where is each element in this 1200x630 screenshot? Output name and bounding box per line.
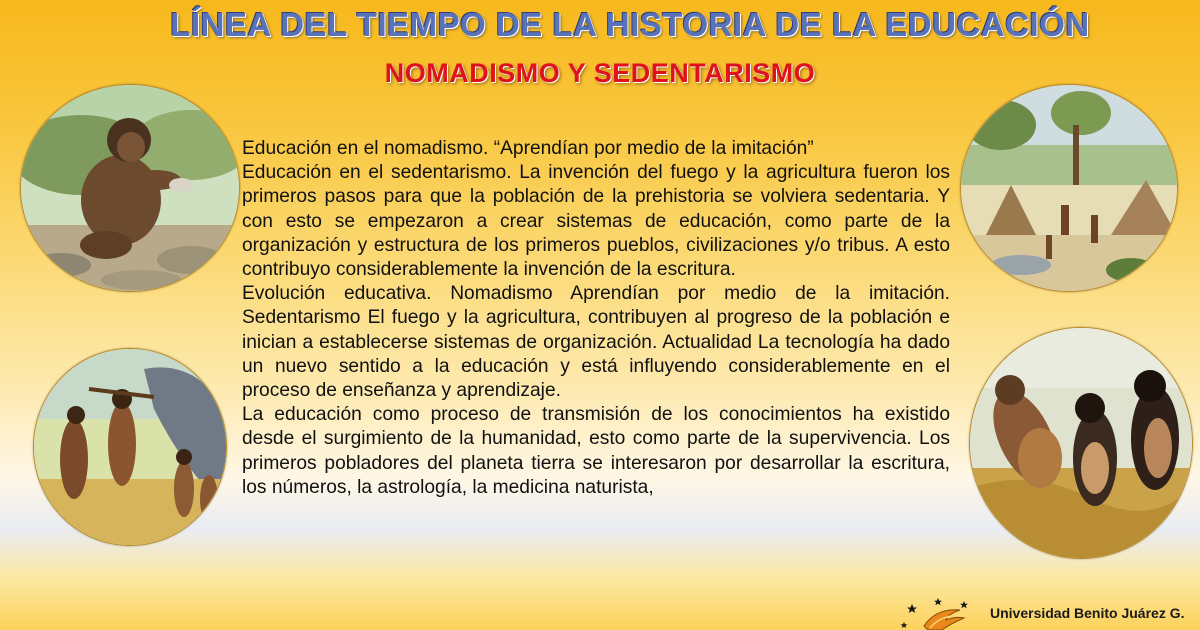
gatherers-harvesting-illustration: [969, 327, 1193, 559]
crouching-caveman-illustration: [20, 84, 240, 292]
prehistoric-village-illustration: [960, 84, 1178, 292]
paragraph-transmision: La educación como proceso de transmisión de los conocimientos ha existido desde el surgimiento de la humanidad, esto como parte de la supervivencia. Los primeros pobladores del planeta tierra se interesaron por desarrollar la escritura, los números, la astrología, la medicina naturista,: [242, 404, 950, 498]
eagle-stars-logo-icon: [898, 596, 978, 630]
page-subtitle: NOMADISMO Y SEDENTARISMO: [384, 58, 816, 88]
paragraph-nomadismo: Educación en el nomadismo. “Aprendían por medio de la imitación”: [242, 138, 814, 159]
university-name: Universidad Benito Juárez G.: [990, 605, 1185, 621]
paragraph-evolucion: Evolución educativa. Nomadismo Aprendían por medio de la imitación. Sedentarismo El fuego y la agricultura, contribuyen al progreso de la población e inician a establecerse sistemas de organización. Actualidad La tecnología ha dado un nuevo sentido a la educación y está influyendo considerablemente en el proceso de enseñanza y aprendizaje.: [242, 283, 950, 402]
paragraph-sedentarismo: Educación en el sedentarismo. La invención del fuego y la agricultura fueron los primeros pasos para que la población de la prehistoria se volviera sedentaria. Y con esto se empezaron a crear sistemas de educación, como parte de la organización y estructura de los primeros pueblos, civilizaciones y/o tribus. A esto contribuyo considerablemente la invención de la escritura.: [242, 162, 950, 281]
page-title: LÍNEA DEL TIEMPO DE LA HISTORIA DE LA EDUCACIÓN: [170, 6, 1090, 43]
nomadic-group-illustration: [33, 348, 227, 546]
body-text: [242, 137, 950, 500]
